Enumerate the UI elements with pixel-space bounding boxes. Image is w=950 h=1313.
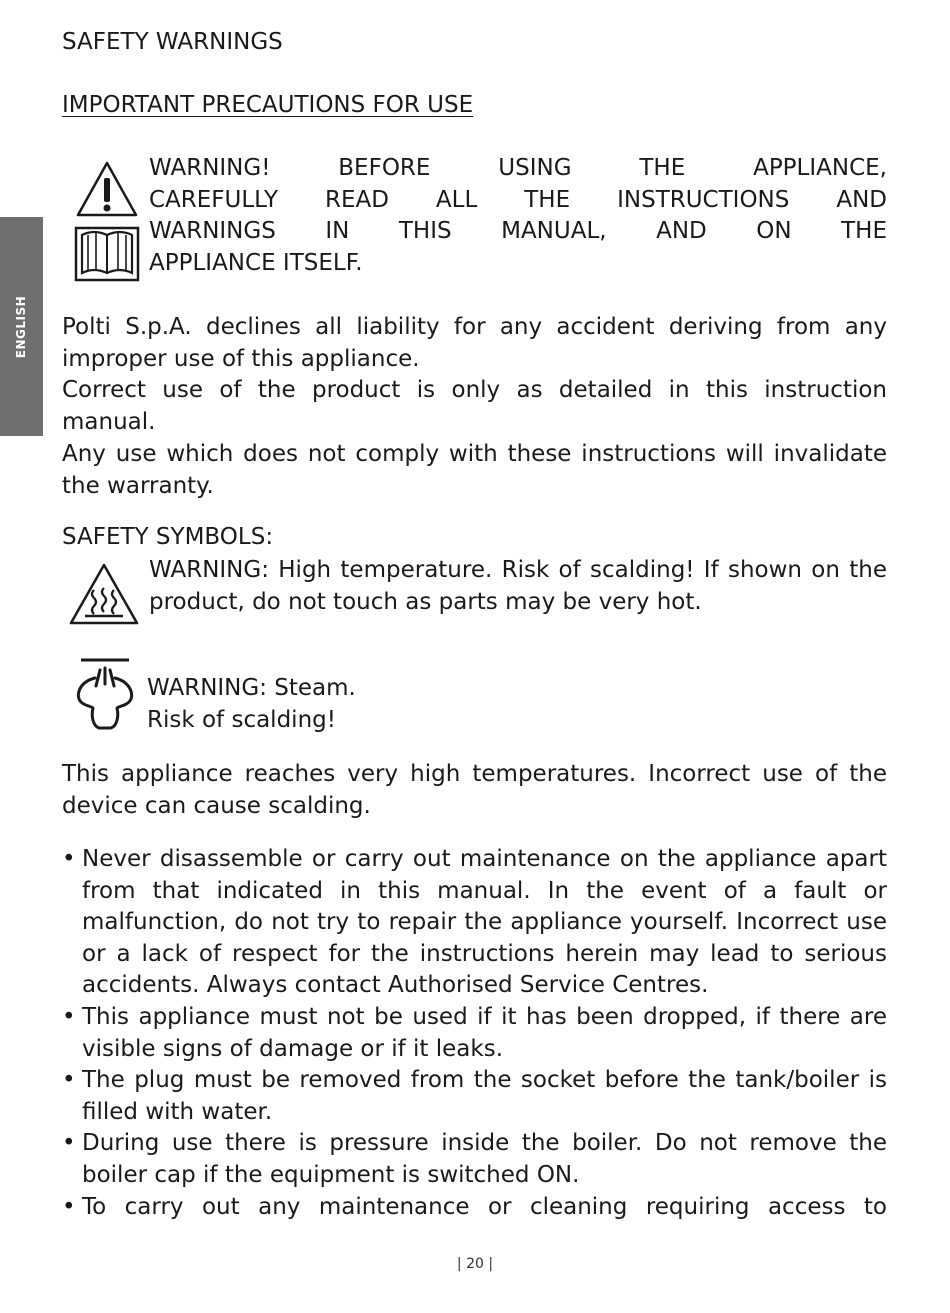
section-subtitle: IMPORTANT PRECAUTIONS FOR USE bbox=[62, 92, 474, 118]
hot-surface-icon bbox=[68, 562, 140, 626]
list-item bbox=[62, 1128, 887, 1191]
bullet-text: Never disassemble or carry out maintenance on the appliance apart from that indicated in this manual. In the event of a fault or malfunction, do not try to repair the appliance yourself. Incorrect use or a lack of respect for the instructions herein may lead to serious accidents. Always contact Authorised Service Centres. bbox=[82, 846, 887, 999]
list-item bbox=[62, 844, 887, 1002]
steam-warning-line-2: Risk of scalding! bbox=[147, 707, 336, 733]
warning-line-4: APPLIANCE ITSELF. bbox=[149, 250, 363, 276]
warning-line-3: WARNINGS IN THIS MANUAL, AND ON THE bbox=[149, 218, 887, 244]
bullet-marker: • bbox=[62, 1067, 76, 1094]
manual-book-icon bbox=[74, 225, 140, 283]
list-item bbox=[62, 1002, 887, 1065]
steam-icon bbox=[75, 656, 135, 732]
bullet-text: The plug must be removed from the socket before the tank/boiler is filled with water. bbox=[82, 1067, 887, 1125]
language-tab bbox=[0, 217, 43, 436]
bullet-text: During use there is pressure inside the boiler. Do not remove the boiler cap if the equipment is switched ON. bbox=[82, 1130, 887, 1188]
list-item bbox=[62, 1065, 887, 1128]
bullet-marker: • bbox=[62, 1003, 76, 1030]
page-number: | 20 | bbox=[456, 1256, 494, 1272]
temperature-note: This appliance reaches very high temperatures. Incorrect use of the device can cause scalding. bbox=[62, 761, 887, 819]
warning-line-1: WARNING! BEFORE USING THE APPLIANCE, bbox=[149, 155, 887, 181]
liability-paragraph-2: Correct use of the product is only as detailed in this instruction manual. bbox=[62, 377, 887, 435]
liability-paragraph-3: Any use which does not comply with these instructions will invalidate the warranty. bbox=[62, 441, 887, 499]
page-title: SAFETY WARNINGS bbox=[62, 29, 283, 55]
steam-warning-line-1: WARNING: Steam. bbox=[147, 675, 356, 701]
hot-surface-warning: WARNING: High temperature. Risk of scalding! If shown on the product, do not touch as parts may be very hot. bbox=[149, 557, 887, 615]
bullet-marker: • bbox=[62, 846, 76, 872]
safety-symbols-heading: SAFETY SYMBOLS: bbox=[62, 524, 274, 550]
safety-bullet-list bbox=[62, 844, 887, 1223]
list-item bbox=[62, 1192, 887, 1224]
bullet-text: To carry out any maintenance or cleaning requiring access to bbox=[82, 1193, 887, 1220]
liability-paragraph-1: Polti S.p.A. declines all liability for any accident deriving from any improper use of this appliance. bbox=[62, 314, 887, 372]
language-tab-label: ENGLISH bbox=[14, 295, 29, 358]
bullet-text: This appliance must not be used if it has been dropped, if there are visible signs of damage or if it leaks. bbox=[82, 1003, 887, 1062]
warning-line-2: CAREFULLY READ ALL THE INSTRUCTIONS AND bbox=[149, 186, 887, 213]
bullet-marker: • bbox=[62, 1193, 76, 1220]
warning-triangle-icon bbox=[75, 160, 139, 218]
bullet-marker: • bbox=[62, 1130, 76, 1157]
